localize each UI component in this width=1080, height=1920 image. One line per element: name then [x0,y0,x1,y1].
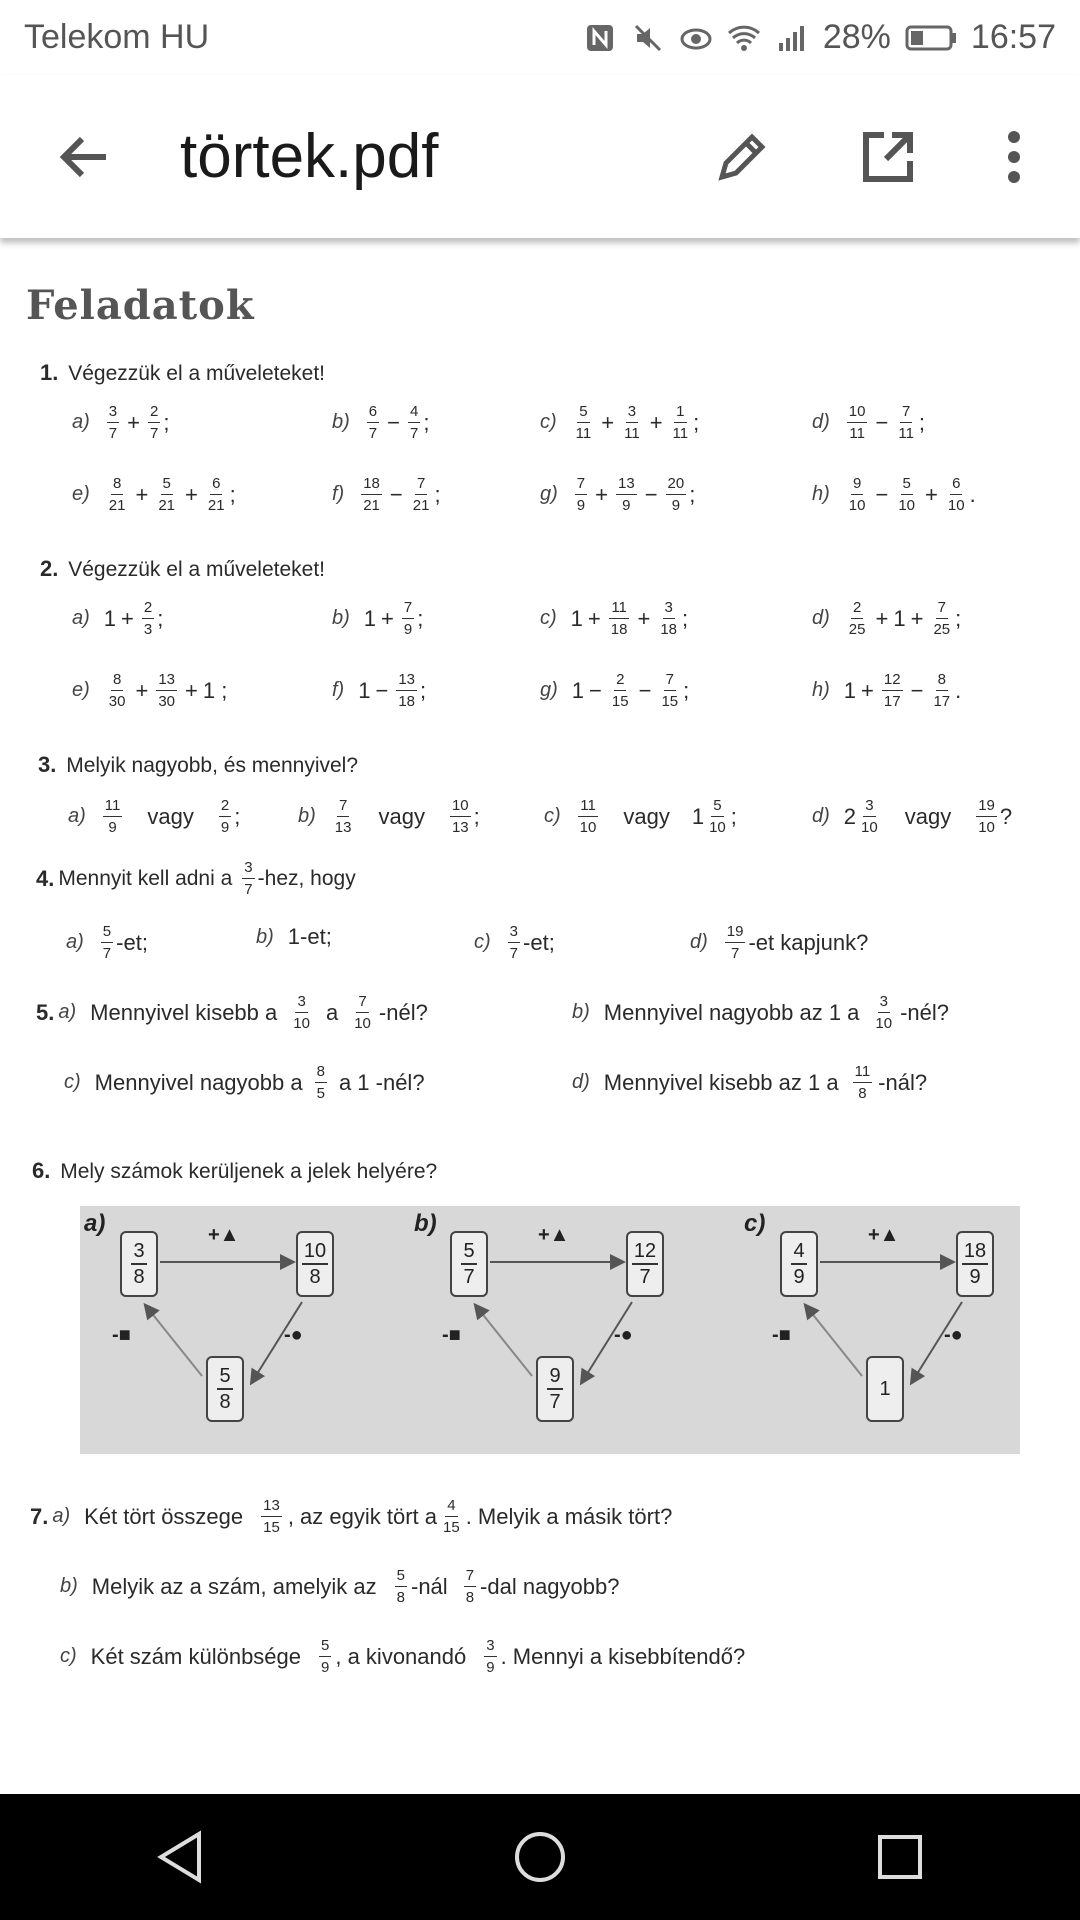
plus-triangle-label: +▲ [868,1224,900,1246]
expr-2c: c) 1 + $\frac{11}{18}$ + $\frac{3}{18}$ ; [540,599,689,638]
problem-text: Mely számok kerüljenek a jelek helyére? [60,1160,438,1183]
minus-circle-label: -● [614,1324,633,1346]
box-bottom: 9 7 [536,1356,574,1422]
eye-icon [679,21,713,55]
expr-7b: b) Melyik az a szám, amelyik az $\frac{5}{8}$ -nál $\frac{7}{8}$ -dal nagyobb? [60,1567,620,1606]
problem-number: 3. [38,752,57,777]
wifi-icon [727,21,761,55]
expr-2b: b) 1 + $\frac{7}{9}$ ; [332,599,424,638]
diagram-b: b) 5 7 12 7 9 7 +▲ -■ -● [410,1206,723,1454]
pdf-page[interactable] [0,238,1080,1794]
triangle-back-icon [155,1830,205,1884]
arrow-left-icon [58,131,110,183]
battery-percent: 28% [822,18,891,56]
expr-3c: c) $\frac{11}{10}$ vagy 1 $\frac{5}{10}$ ; [544,797,737,836]
more-vert-icon [1004,129,1024,185]
signal-icon [775,21,809,55]
box-top-right: 12 7 [626,1231,664,1297]
minus-square-label: -■ [442,1324,461,1346]
expr-1h: h) $\frac{9}{10}$ − $\frac{5}{10}$ + $\frac{6}{10}$ . [812,475,976,514]
expr-5c: c) Mennyivel nagyobb a $\frac{8}{5}$ a 1 -nél? [64,1063,425,1102]
back-button[interactable] [52,125,116,189]
problem-7a [0,1498,1080,1558]
nav-recents-button[interactable] [860,1817,940,1897]
problem-1-row-2 [0,476,1080,536]
problem-6-title [32,1158,437,1184]
expr-3d: d) 2 $\frac{3}{10}$ vagy $\frac{19}{10}$ ? [812,797,1013,836]
expr-1f: f) $\frac{18}{21}$ − $\frac{7}{21}$ ; [332,475,441,514]
app-bar [0,75,1080,238]
problem-3-title [38,752,358,778]
expr-2h: h) 1 + $\frac{12}{17}$ − $\frac{8}{17}$ . [812,671,962,710]
edit-button[interactable] [710,125,774,189]
box-top-right: 10 8 [296,1231,334,1297]
expr-7a: 7. a) Két tört összege $\frac{13}{15}$ , az egyik tört a $\frac{4}{15}$ . Melyik a másik tört? [30,1497,673,1536]
problem-number: 6. [32,1158,51,1183]
box-top-left: 5 7 [450,1231,488,1297]
expr-2f: f) 1 − $\frac{13}{18}$ ; [332,671,427,710]
clock: 16:57 [970,18,1056,56]
problem-4-row [0,924,1080,984]
problem-text: Végezzük el a műveleteket! [68,362,326,385]
system-nav-bar [0,1794,1080,1920]
expr-1e: e) $\frac{8}{21}$ + $\frac{5}{21}$ + $\frac{6}{21}$ ; [72,475,236,514]
expr-1c: c) $\frac{5}{11}$ + $\frac{3}{11}$ + $\frac{1}{11}$ ; [540,403,700,442]
diagram-c: c) 4 9 18 9 1 +▲ -■ -● [740,1206,1053,1454]
problem-5-row-2 [0,1064,1080,1124]
expr-5d: d) Mennyivel kisebb az 1 a $\frac{11}{8}$ -nál? [572,1063,928,1102]
more-options-button[interactable] [982,125,1046,189]
page-heading: Feladatok [26,282,255,329]
expr-1a: a) $\frac{3}{7}$ + $\frac{2}{7}$ ; [72,403,170,442]
open-external-icon [860,129,916,185]
expr-1b: b) $\frac{6}{7}$ − $\frac{4}{7}$ ; [332,403,430,442]
circle-home-icon [513,1830,567,1884]
minus-circle-label: -● [284,1324,303,1346]
problem-5-row-1 [0,994,1080,1054]
expr-3b: b) $\frac{7}{13}$ vagy $\frac{10}{13}$ ; [298,797,480,836]
problem-1-title [40,360,325,386]
problem-2-row-1 [0,600,1080,660]
expr-7c: c) Két szám különbsége $\frac{5}{9}$ , a kivonandó $\frac{3}{9}$ . Mennyi a kisebbítendő? [60,1637,746,1676]
expr-4d: d) $\frac{19}{7}$ -et kapjunk? [690,923,869,962]
problem-7b [0,1568,1080,1628]
problem-1-row-1 [0,404,1080,464]
square-recents-icon [877,1834,923,1880]
box-top-right: 18 9 [956,1231,994,1297]
mute-icon [631,21,665,55]
minus-square-label: -■ [772,1324,791,1346]
problem-3-row [0,798,1080,858]
expr-2g: g) 1 − $\frac{2}{15}$ − $\frac{7}{15}$ ; [540,671,690,710]
problem-text: Melyik nagyobb, és mennyivel? [66,754,359,777]
box-bottom: 5 8 [206,1356,244,1422]
problem-6-diagrams [80,1206,1020,1454]
problem-2-row-2 [0,672,1080,732]
plus-triangle-label: +▲ [208,1224,240,1246]
battery-icon [905,21,957,55]
expr-2e: e) $\frac{8}{30}$ + $\frac{13}{30}$ + 1 ; [72,671,228,710]
expr-2a: a) 1 + $\frac{2}{3}$ ; [72,599,164,638]
expr-4b: b) 1 -et; [256,924,332,949]
problem-2-title [40,556,325,582]
expr-1g: g) $\frac{7}{9}$ + $\frac{13}{9}$ − $\frac{20}{9}$ ; [540,475,696,514]
diagram-arrows [740,1206,1053,1454]
nav-home-button[interactable] [500,1817,580,1897]
box-bottom: 1 [866,1356,904,1422]
status-bar [0,0,1080,75]
expr-5b: b) Mennyivel nagyobb az 1 a $\frac{3}{10}$ -nél? [572,993,950,1032]
pencil-icon [714,129,770,185]
box-top-left: 4 9 [780,1231,818,1297]
nfc-icon [583,21,617,55]
expr-4a: a) $\frac{5}{7}$ -et; [66,923,148,962]
status-icons [583,18,1056,57]
expr-4c: c) $\frac{3}{7}$ -et; [474,923,555,962]
nav-back-button[interactable] [140,1817,220,1897]
plus-triangle-label: +▲ [538,1224,570,1246]
expr-1d: d) $\frac{10}{11}$ − $\frac{7}{11}$ ; [812,403,926,442]
problem-4-title: 4. Mennyit kell adni a $\frac{3}{7}$ -hez, hogy [36,859,356,898]
diagram-a: a) 3 8 10 8 5 8 +▲ -■ -● [80,1206,393,1454]
expr-2d: d) $\frac{2}{25}$ + 1 + $\frac{7}{25}$ ; [812,599,962,638]
document-title: törtek.pdf [180,122,439,191]
problem-text: Végezzük el a műveleteket! [68,558,326,581]
expr-5a: 5. a) Mennyivel kisebb a $\frac{3}{10}$ a $\frac{7}{10}$ -nél? [36,993,428,1032]
minus-circle-label: -● [944,1324,963,1346]
open-external-button[interactable] [856,125,920,189]
carrier-name: Telekom HU [24,18,210,56]
diagram-arrows [410,1206,723,1454]
problem-7c [0,1638,1080,1698]
problem-number: 1. [40,360,59,385]
problem-number: 2. [40,556,59,581]
problem-number: 4. [36,865,55,891]
box-top-left: 3 8 [120,1231,158,1297]
minus-square-label: -■ [112,1324,131,1346]
diagram-arrows [80,1206,393,1454]
expr-3a: a) $\frac{11}{9}$ vagy $\frac{2}{9}$ ; [68,797,241,836]
problem-text: Mennyit kell adni a [58,866,233,890]
